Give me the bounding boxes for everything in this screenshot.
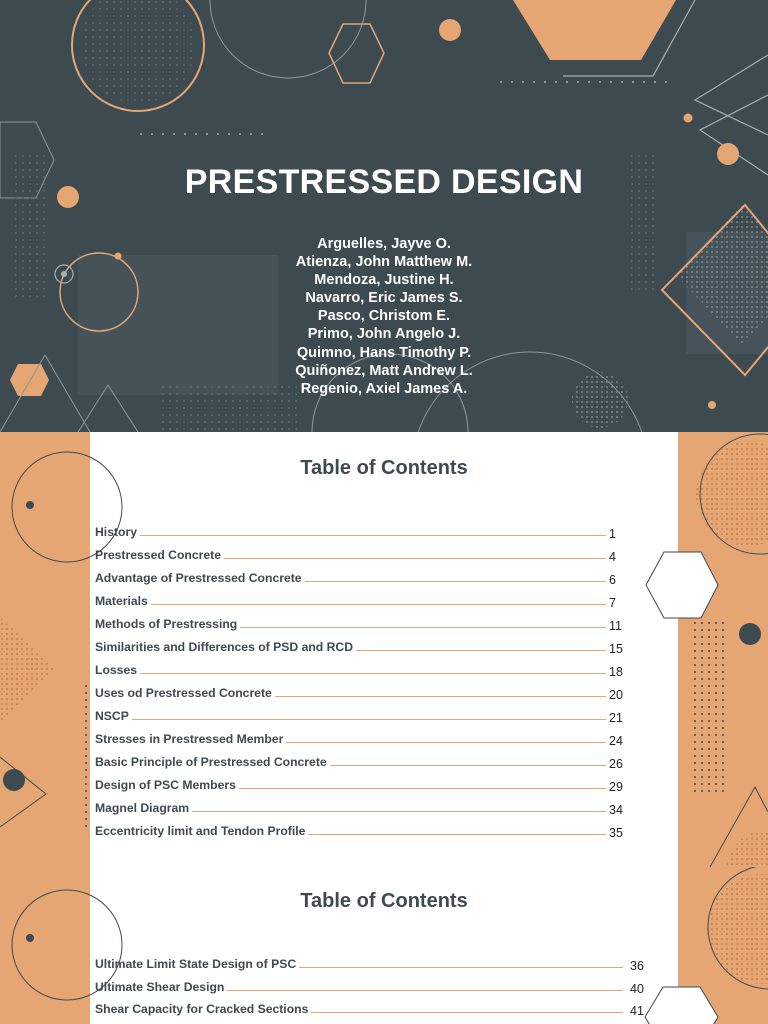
- toc-entry: [95, 663, 639, 677]
- toc-entry-label: Design of PSC Members: [95, 778, 236, 792]
- toc-entry-label: Uses od Prestressed Concrete: [95, 686, 272, 700]
- toc-leader-line: [192, 811, 606, 812]
- toc-entry-page: 36: [630, 959, 644, 973]
- toc-entry: [95, 824, 639, 838]
- toc-entry-page: 29: [609, 780, 623, 794]
- toc-entry-label: NSCP: [95, 709, 129, 723]
- toc-entry-label: Magnel Diagram: [95, 801, 190, 815]
- toc-entry-page: 6: [609, 573, 616, 587]
- author-name: Quimno, Hans Timothy P.: [296, 344, 472, 361]
- toc-entry: [95, 778, 639, 792]
- toc-entry: [95, 957, 660, 971]
- presentation-title: PRESTRESSED DESIGN: [184, 163, 584, 201]
- toc-leader-line: [308, 834, 606, 835]
- toc-entry-page: 15: [609, 642, 623, 656]
- toc-entry-label: Shear Capacity for Cracked Sections: [95, 1002, 309, 1016]
- toc-entry-page: 24: [609, 734, 623, 748]
- toc-entry-page: 35: [609, 826, 623, 840]
- author-name: Primo, John Angelo J.: [307, 326, 461, 343]
- toc-leader-line: [227, 990, 623, 991]
- toc-entry-label: Materials: [95, 594, 148, 608]
- author-name: Quiñonez, Matt Andrew L.: [295, 362, 473, 379]
- toc-entry: [95, 801, 639, 815]
- toc-entry-label: Advantage of Prestressed Concrete: [95, 571, 302, 585]
- toc-entry-page: 11: [609, 619, 622, 633]
- toc-leader-line: [311, 1012, 623, 1013]
- toc-leader-line: [239, 788, 606, 789]
- toc-entry-page: 41: [630, 1004, 644, 1018]
- toc-slide-1: [0, 432, 768, 867]
- toc-leader-line: [299, 967, 623, 968]
- author-name: Mendoza, Justine H.: [314, 272, 454, 289]
- toc-entry-label: Prestressed Concrete: [95, 548, 221, 562]
- toc-entry-page: 40: [630, 981, 644, 996]
- toc-entry: [95, 709, 639, 723]
- toc-entry-page: 26: [609, 757, 623, 771]
- toc-leader-line: [151, 604, 606, 605]
- toc-entry-label: Basic Principle of Prestressed Concrete: [95, 755, 327, 769]
- toc-entry-label: Similarities and Differences of PSD and RCD: [95, 640, 354, 654]
- toc-entry: [95, 732, 639, 746]
- toc-entry-page: 21: [609, 711, 623, 725]
- author-name: Regenio, Axiel James A.: [300, 380, 468, 397]
- toc-entry-label: Eccentricity limit and Tendon Profile: [95, 824, 306, 838]
- toc-entry-label: History: [95, 525, 137, 539]
- toc-entry-page: 7: [609, 596, 616, 610]
- toc-entry: [95, 755, 639, 769]
- toc-entry: [95, 571, 639, 585]
- toc-entry-page: 1: [609, 527, 616, 541]
- toc-leader-line: [240, 627, 606, 628]
- toc-leader-line: [140, 535, 606, 536]
- toc-heading: Table of Contents: [300, 890, 468, 912]
- author-name: Atienza, John Matthew M.: [295, 254, 473, 271]
- toc-entry-page: 18: [609, 665, 623, 679]
- toc-entry-label: Losses: [95, 663, 138, 677]
- toc-leader-line: [140, 673, 606, 674]
- toc-leader-line: [330, 765, 606, 766]
- author-name: Pasco, Christom E.: [317, 308, 451, 325]
- toc-entry: [95, 617, 639, 631]
- author-list: [0, 235, 768, 398]
- toc-leader-line: [275, 696, 606, 697]
- toc-entry: [95, 1002, 660, 1016]
- toc-leader-line: [286, 742, 606, 743]
- toc-entry-label: Stresses in Prestressed Member: [95, 732, 284, 746]
- toc-heading: Table of Contents: [300, 457, 468, 479]
- toc-entry-label: Ultimate Limit State Design of PSC: [95, 957, 297, 971]
- toc-leader-line: [356, 650, 606, 651]
- toc-entry-page: 34: [609, 803, 623, 817]
- toc-entry-label: Ultimate Shear Design: [95, 979, 225, 994]
- toc-leader-line: [305, 581, 606, 582]
- toc-entry: [95, 980, 660, 994]
- toc-entry-page: 20: [609, 688, 623, 702]
- toc-entry: [95, 548, 639, 562]
- toc-entry: [95, 686, 639, 700]
- toc-entry: [95, 640, 639, 654]
- toc-slide-2: [0, 867, 768, 1024]
- toc-entry-label: Methods of Prestressing: [95, 617, 238, 631]
- toc-entry-page: 4: [609, 550, 616, 564]
- author-name: Arguelles, Jayve O.: [317, 236, 451, 252]
- author-name: Navarro, Eric James S.: [305, 290, 463, 307]
- toc-entry: [95, 594, 639, 608]
- toc-leader-line: [132, 719, 606, 720]
- cover-slide: [0, 0, 768, 432]
- toc-entry: [95, 525, 639, 539]
- toc-leader-line: [224, 558, 606, 559]
